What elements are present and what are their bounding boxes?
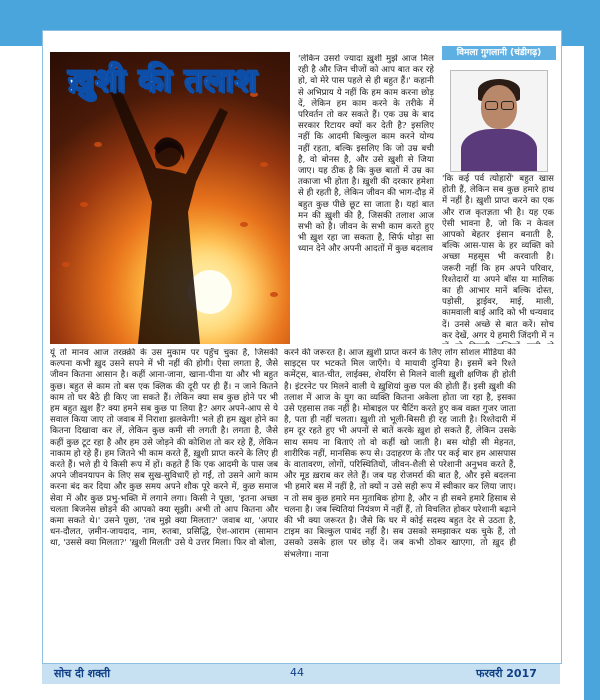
- article-column-1: [50, 348, 278, 646]
- column-text: करने की जरूरत है। आज ख़ुशी प्राप्त करने के लिए लोग सोशल मीडिया की साइट्स पर भटकते मिल जाएँगे। ये मायावी दुनिया है। इसमें बने रिश्ते कमेंट्स, बात-चीत, लाईक्स, शेयरिंग से मिलने वाली ख़ुशी क्षणिक ही होती है। इंटरनेट पर मिलने वाली ये ख़ुशियां कुछ पल की होती हैं। इसी ख़ुशी की तलाश में आज के युग का व्यक्ति कितना अकेला होता जा रहा है, इसका उसे एहसास तक नहीं है। मोबाइल पर चैटिंग करते हुए कब वक़्त गुजर जाता है, पता ही नहीं चलता। ख़ुशी तो भूली-बिसरी ही रह जाती है। रिश्तेदारी में हम दूर रहते हुए भी अपनों से बातें करके ख़ुश हो सकते हैं, लेकिन उसके साथ समय ना बिताएं तो वो कहीं खो जाती है। बस थोड़ी सी मेहनत, शारीरिक नहीं, मानसिक रूप से। उदाहरण के तौर पर कई बार हम आसपास के वातावरण, लोगों, परिस्थितियों, जीवन-शैली से परेशानी अनुभव करते हैं, और मूड ख़राब कर लेते हैं। जब यह रोजमर्रा की बात है, और इसे बदलना भी हमारे बस में नहीं है, तो क्यों न उसे सही रूप में स्वीकार कर लिया जाए। न तो सब कुछ हमारे मन मुताबिक होगा है, और न ही सबने हमारे हिसाब से चलना है। जब स्थितियां नियंत्रण में नहीं हैं, तो विचलित होकर परेशानी बढ़ाने की भी क्या जरूरत है। जैसे कि घर में कोई सदस्य बहुत देर से उठता है, टाइम का बिल्कुल पाबंद नहीं है। सब उसको समझाकर थक चुके हैं, तो उसको उसके हाल पर छोड़ दें। जब कभी ठोकर खाएगा, तो ख़ुद ही संभलेगा। नाना: [284, 348, 516, 560]
- page-number: 44: [290, 666, 304, 679]
- column-text: 'कि कई पर्व त्योहारों' बहुत खास होती हैं, लेकिन सब कुछ हमारे हाथ में नहीं है। ख़ुशी प्राप्त करने का एक और राज कृतज्ञता भी है। यह एक ऐसी भावना है, जो कि न केवल आपको बेहतर इंसान बनाती है, बल्कि आस-पास के हर व्यक्ति को अच्छा महसूस भी करवाती है। जरूरी नहीं कि हम अपने परिवार, रिश्तेदारों या अपने बॉस या मालिक का ही आभार मानें बल्कि दोस्त, पड़ोसी, ड्राईवर, माई, माली, कामवाली बाई आदि को भी धन्यवाद दें। उनसे अच्छे से बात करें। सोच कर देखें, अगर ये हमारी जिंदगी में न: [442, 174, 554, 341]
- leaf: [260, 162, 268, 167]
- leaf: [94, 142, 102, 147]
- leaf: [270, 292, 278, 297]
- leaf: [240, 222, 248, 227]
- article-title: ख़ुशी की तलाश: [68, 61, 258, 99]
- side-color-band: [584, 0, 600, 700]
- article-column-3: [284, 348, 516, 646]
- leaf: [80, 202, 88, 207]
- photo-spacer: [442, 62, 554, 174]
- leaf: [62, 262, 70, 267]
- article-column-right: [442, 62, 554, 344]
- article-column-2: [298, 54, 434, 344]
- author-name-bar: विमला गुगलानी (चंडीगढ़): [442, 46, 556, 60]
- column-text: 'लेकिन उसरो ज्यादा ख़ुशी मुझे आज मिल रही है और जिन चीजों को आप बात कर रहे हो, वो मेरे पास पहले से ही बहुत हैं।' कहानी से अभिप्राय ये नहीं कि हम काम करना छोड़ दें, लेकिन हम काम करने के तरीके में परिवर्तन तो कर सकते हैं। एक उम्र के बाद सरकार रिटायर क्यों कर देती है? इसलिए नहीं कि आदमी बिल्कुल काम करने योग्य नहीं रहता, बल्कि इसलिए कि जो उम्र बची है, वो बोनस है, और उसे ख़ुशी से जिया जाए। यह ठीक है कि कुछ बातों में उम्र का तकाजा भी होता है। ख़ुशी की दरकार हमेशा से ही रहती है, लेकिन जीवन की भाग-दौड़ में बहुत कुछ पीछे छूट सा जाता है। यहां बात मन की ख़ुशी की है, जिसकी तलाश आज सभी को है। जीवन के सभी काम करते हुए भी ख़ुश रहा जा सकता है, सिर्फ थोड़ा सा ध्यान देने और अपनी आदतों में कुछ बदलाव: [298, 54, 434, 255]
- magazine-name: सोच दी शक्ती: [54, 667, 111, 680]
- issue-date: फरवरी 2017: [476, 667, 537, 680]
- column-text: यूं तो मानव आज तरक़्क़ी के उस मुकाम पर पहुँच चुका है, जिसकी कल्पना कभी ख़ुद उसने सपने में भी नहीं की होगी। ऐसा लगता है, जैसे जीवन कितना आसान है। कहीं आना-जाना, खाना-पीना या और भी बहुत कुछ। बहुत से काम तो बस एक क्लिक की दूरी पर ही हैं। न जाने कितने काम तो घर बैठे ही किए जा सकते हैं। लेकिन क्या सब कुछ होने पर भी हम बहुत ख़ुश हैं? क्या हमने सब कुछ पा लिया है? अगर अपने-आप से ये सवाल किया जाए तो जवाब में निराशा झलकेगी! भले ही हम ख़ुश होने का कितना दिखावा कर लें, लेकिन कुछ कमी सी लगती है। लगता है, जैसे कहीं कुछ टूट रहा है और हम उसे जोड़ने की कोशिश तो कर रहे हैं, लेकिन नाकाम हो रहे हैं। हम जितने भी काम करते हैं, ख़ुशी प्राप्त करने के लिए ही करते हैं। भले ही ये किसी रूप में हों। कहते हैं कि एक आदमी के पास जब अपने जीवनयापन के लिए सब सुख-सुविधाएँ हो गईं, तो उसने आगे काम करना बंद कर दिया और कुछ समय अपने शौक पूरे करने में, कुछ समाज सेवा में और कुछ प्रभु-भक्ति में लगाने लगा। किसी ने पूछा, 'इतना अच्छा चलता बिजनेस छोड़ने की आपको क्या सूझी। अभी तो आप कितना और कमा सकते थे।' उसने पूछा, 'तब मुझे क्या मिलता?' जवाब था, 'अपार धन-दौलत, ज़मीन-जायदाद, नाम, रुतबा, प्रसिद्धि, ऐश-आराम (सामान था, 'उससे क्या मिलता?' 'ख़ुशी मिलती' उसे ये उत्तर मिला। फिर वो बोला,: [50, 348, 278, 549]
